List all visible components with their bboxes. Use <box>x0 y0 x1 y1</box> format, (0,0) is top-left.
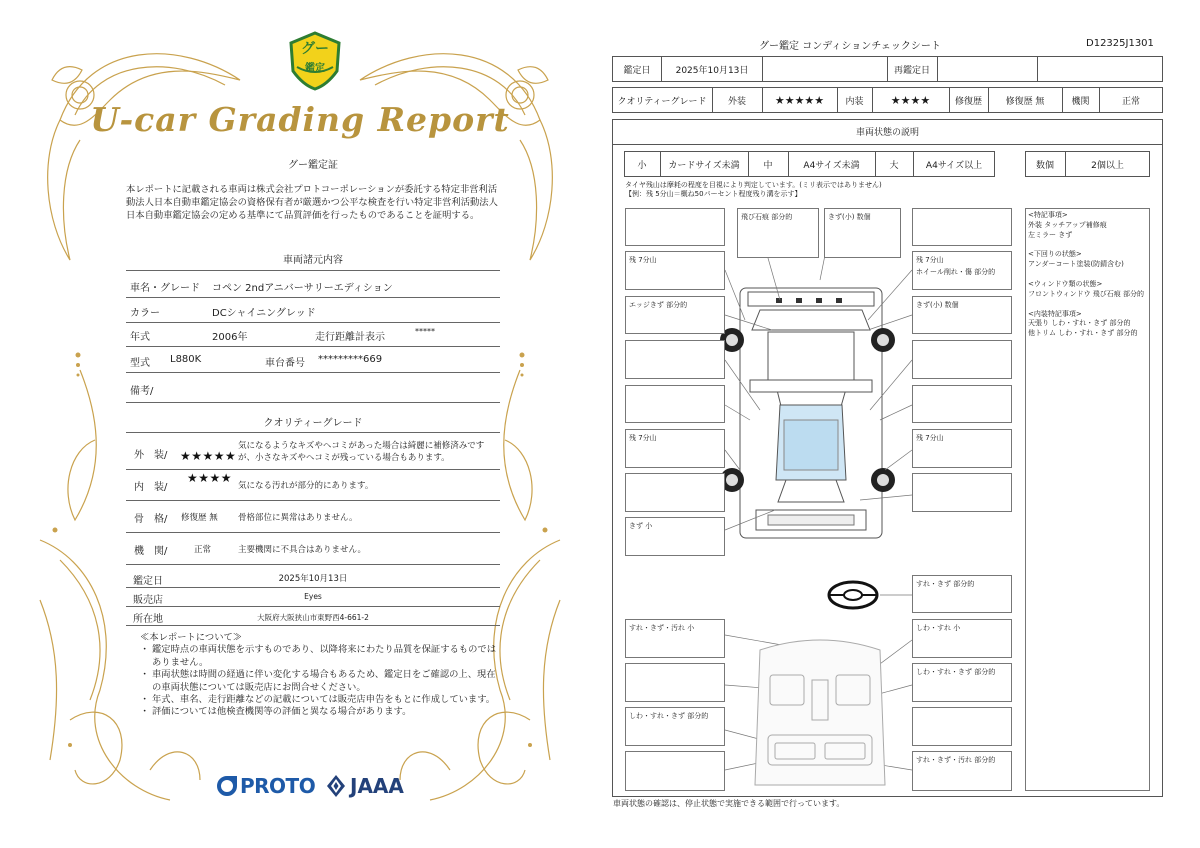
mileage-value: ***** <box>415 327 435 336</box>
chassis-label: 車台番号 <box>265 358 305 369</box>
exterior-desc: 気になるようなキズやヘコミがあった場合は綺麗に補修済みですが、小さなキズやヘコミが残っている場合もあります。 <box>238 441 485 463</box>
exterior-label: 外 装/ <box>134 450 168 461</box>
interior-label: 内 装/ <box>134 482 168 493</box>
year-value: 2006年 <box>212 332 248 343</box>
repair-label: 修復歴 <box>954 96 982 107</box>
report-notes <box>140 632 500 719</box>
special-notes: <特記事項> 外装 タッチアップ補修痕 左ミラー きず <下回りの状態> アンダーコート塗装(防錆含む) <ウィンドウ類の状態> フロントウィンドウ 飛び石痕 部分的 <内装特記事項> 天張り しわ・すれ・きず 部分的 他トリム しわ・すれ・きず 部分的 <box>1028 211 1145 338</box>
divider <box>126 322 500 323</box>
name-label: 車名・グレード <box>130 283 200 294</box>
count-desc: 2個以上 <box>1091 160 1124 171</box>
doc-id: D12325J1301 <box>1086 38 1154 49</box>
specs-heading: 車両諸元内容 <box>283 255 343 266</box>
note-item: ・ 年式、車名、走行距離などの記載については販売店申告をもとに作成しています。 <box>140 694 496 706</box>
damage-box <box>912 707 1012 746</box>
divider <box>126 270 500 271</box>
divider <box>126 432 500 433</box>
damage-box <box>912 340 1012 379</box>
sheet-title: グー鑑定 コンディションチェックシート <box>759 41 941 52</box>
damage-box <box>912 385 1012 423</box>
ext-label: 外装 <box>727 96 746 107</box>
notes-heading: ≪本レポートについて≫ <box>140 632 243 643</box>
color-label: カラー <box>130 308 160 319</box>
remarks-label: 備考/ <box>130 386 154 397</box>
address-value: 大阪府大阪狭山市東野西4-661-2 <box>257 613 369 622</box>
goo-kantei-badge <box>287 31 343 91</box>
repair-value: 修復歴 無 <box>1005 96 1045 107</box>
divider <box>126 625 500 626</box>
ext-stars: ★★★★★ <box>774 93 825 107</box>
dealer-value: Eyes <box>304 592 322 601</box>
damage-box: きず(小) 数個 <box>912 296 1012 334</box>
date-value: 2025年10月13日 <box>675 65 749 76</box>
engine-value: 正常 <box>1121 96 1140 107</box>
tire-note-example: 【例：残 5分山＝概ね50パーセント程度残り溝を示す】 <box>625 190 802 198</box>
tire-note: タイヤ残山は摩耗の程度を目視により判定しています。(ミリ表示ではありません) <box>625 181 882 189</box>
note-item: ・ 車両状態は時間の経過に伴い変化する場合もあるため、鑑定日をご確認の上、現在の車両状態については販売店にお問合せください。 <box>140 669 496 693</box>
interior-desc: 気になる汚れが部分的にあります。 <box>238 481 374 491</box>
engine-value: 正常 <box>194 545 212 555</box>
steering-wheel-icon <box>827 580 879 610</box>
name-value: コペン 2ndアニバーサリーエディション <box>212 283 393 294</box>
divider <box>126 532 500 533</box>
frame-label: 骨 格/ <box>134 514 168 525</box>
date-label: 鑑定日 <box>133 576 163 587</box>
divider <box>126 469 500 470</box>
color-value: DCシャイニングレッド <box>212 308 316 319</box>
damage-box: しわ・すれ・きず 部分的 <box>625 707 725 746</box>
condition-check-sheet <box>600 0 1200 848</box>
footer-note: 車両状態の確認は、停止状態で実施できる範囲で行っています。 <box>613 799 845 808</box>
date-label: 鑑定日 <box>623 65 651 76</box>
damage-box: 残 7分山 <box>625 251 725 290</box>
jaaa-logo-text: JAAA <box>350 774 404 798</box>
chassis-value: *********669 <box>318 354 383 365</box>
proto-logo-icon <box>216 775 238 797</box>
reinspect-label: 再鑑定日 <box>893 65 930 76</box>
dealer-label: 販売店 <box>133 595 163 606</box>
proto-logo <box>216 771 315 801</box>
damage-box: 残 7分山 <box>625 429 725 468</box>
divider <box>126 297 500 298</box>
divider <box>126 372 500 373</box>
damage-box <box>625 663 725 702</box>
damage-box <box>625 208 725 246</box>
divider <box>126 402 500 403</box>
size-medium-desc: A4サイズ未満 <box>803 160 860 171</box>
qg-label: クオリティーグレード <box>617 96 707 107</box>
damage-box: すれ・きず・汚れ 部分的 <box>912 751 1012 791</box>
date-value: 2025年10月13日 <box>278 574 348 584</box>
damage-box: 飛び石痕 部分的 <box>737 208 819 258</box>
damage-box: しわ・すれ 小 <box>912 619 1012 658</box>
damage-box: しわ・すれ・きず 部分的 <box>912 663 1012 702</box>
damage-box <box>912 208 1012 246</box>
cert-heading: グー鑑定証 <box>288 160 338 171</box>
int-label: 内装 <box>845 96 864 107</box>
int-stars: ★★★★ <box>890 93 931 107</box>
jaaa-logo-icon <box>326 774 346 798</box>
car-interior-diagram <box>750 635 890 790</box>
damage-box: エッジきず 部分的 <box>625 296 725 334</box>
size-large: 大 <box>889 160 899 171</box>
model-value: L880K <box>170 354 202 365</box>
model-label: 型式 <box>130 358 150 369</box>
damage-box: すれ・きず 部分的 <box>912 575 1012 613</box>
damage-box <box>625 385 725 423</box>
frame-value: 修復歴 無 <box>181 513 218 523</box>
damage-box: すれ・きず・汚れ 小 <box>625 619 725 658</box>
divider <box>126 500 500 501</box>
badge-bottom-text: 鑑定 <box>305 63 325 74</box>
engine-label: 機 関/ <box>134 546 168 557</box>
year-label: 年式 <box>130 332 150 343</box>
proto-logo-text: PROTO <box>240 774 316 798</box>
damage-box <box>625 473 725 512</box>
divider <box>126 606 500 607</box>
note-item: ・ 鑑定時点の車両状態を示すものであり、以降将来にわたり品質を保証するものではありません。 <box>140 644 496 668</box>
interior-stars: ★★★★ <box>187 471 233 485</box>
note-item: ・ 評価については他検査機関等の評価と異なる場合があります。 <box>140 706 412 718</box>
explain-heading: 車両状態の説明 <box>855 128 919 138</box>
size-large-desc: A4サイズ以上 <box>925 160 983 171</box>
damage-box: きず 小 <box>625 517 725 556</box>
frame-desc: 骨格部位に異常はありません。 <box>238 513 358 523</box>
size-small: 小 <box>637 160 647 171</box>
address-label: 所在地 <box>133 614 163 625</box>
engine-label: 機関 <box>1071 96 1090 107</box>
exterior-stars: ★★★★★ <box>180 449 237 463</box>
damage-box <box>625 340 725 379</box>
divider <box>126 587 500 588</box>
damage-box: きず(小) 数個 <box>824 208 901 258</box>
damage-box <box>912 473 1012 512</box>
size-small-desc: カードサイズ未満 <box>668 160 740 171</box>
size-medium: 中 <box>763 160 773 171</box>
damage-box <box>625 751 725 791</box>
mileage-label: 走行距離計表示 <box>315 332 385 343</box>
cert-text: 本レポートに記載される車両は株式会社プロトコーポレーションが委託する特定非営利活動法人日本自動車鑑定協会の資格保有者が厳選かつ公平な検査を行い特定非営利活動法人日本自動車鑑定協会の定める基準にて品質評価を行ったものであることを証明する。 <box>126 184 498 221</box>
divider <box>126 346 500 347</box>
report-title: U-car Grading Report <box>90 100 510 139</box>
damage-box: 残 7分山 ホイール削れ・傷 部分的 <box>912 251 1012 290</box>
jaaa-logo <box>326 771 404 801</box>
damage-box: 残 7分山 <box>912 429 1012 468</box>
badge-top-text: グー <box>301 41 329 57</box>
engine-desc: 主要機関に不具合はありません。 <box>238 545 367 555</box>
car-top-view-diagram <box>720 270 895 550</box>
count-label: 数個 <box>1035 160 1054 171</box>
divider <box>126 564 500 565</box>
quality-heading: クオリティーグレード <box>263 418 363 429</box>
